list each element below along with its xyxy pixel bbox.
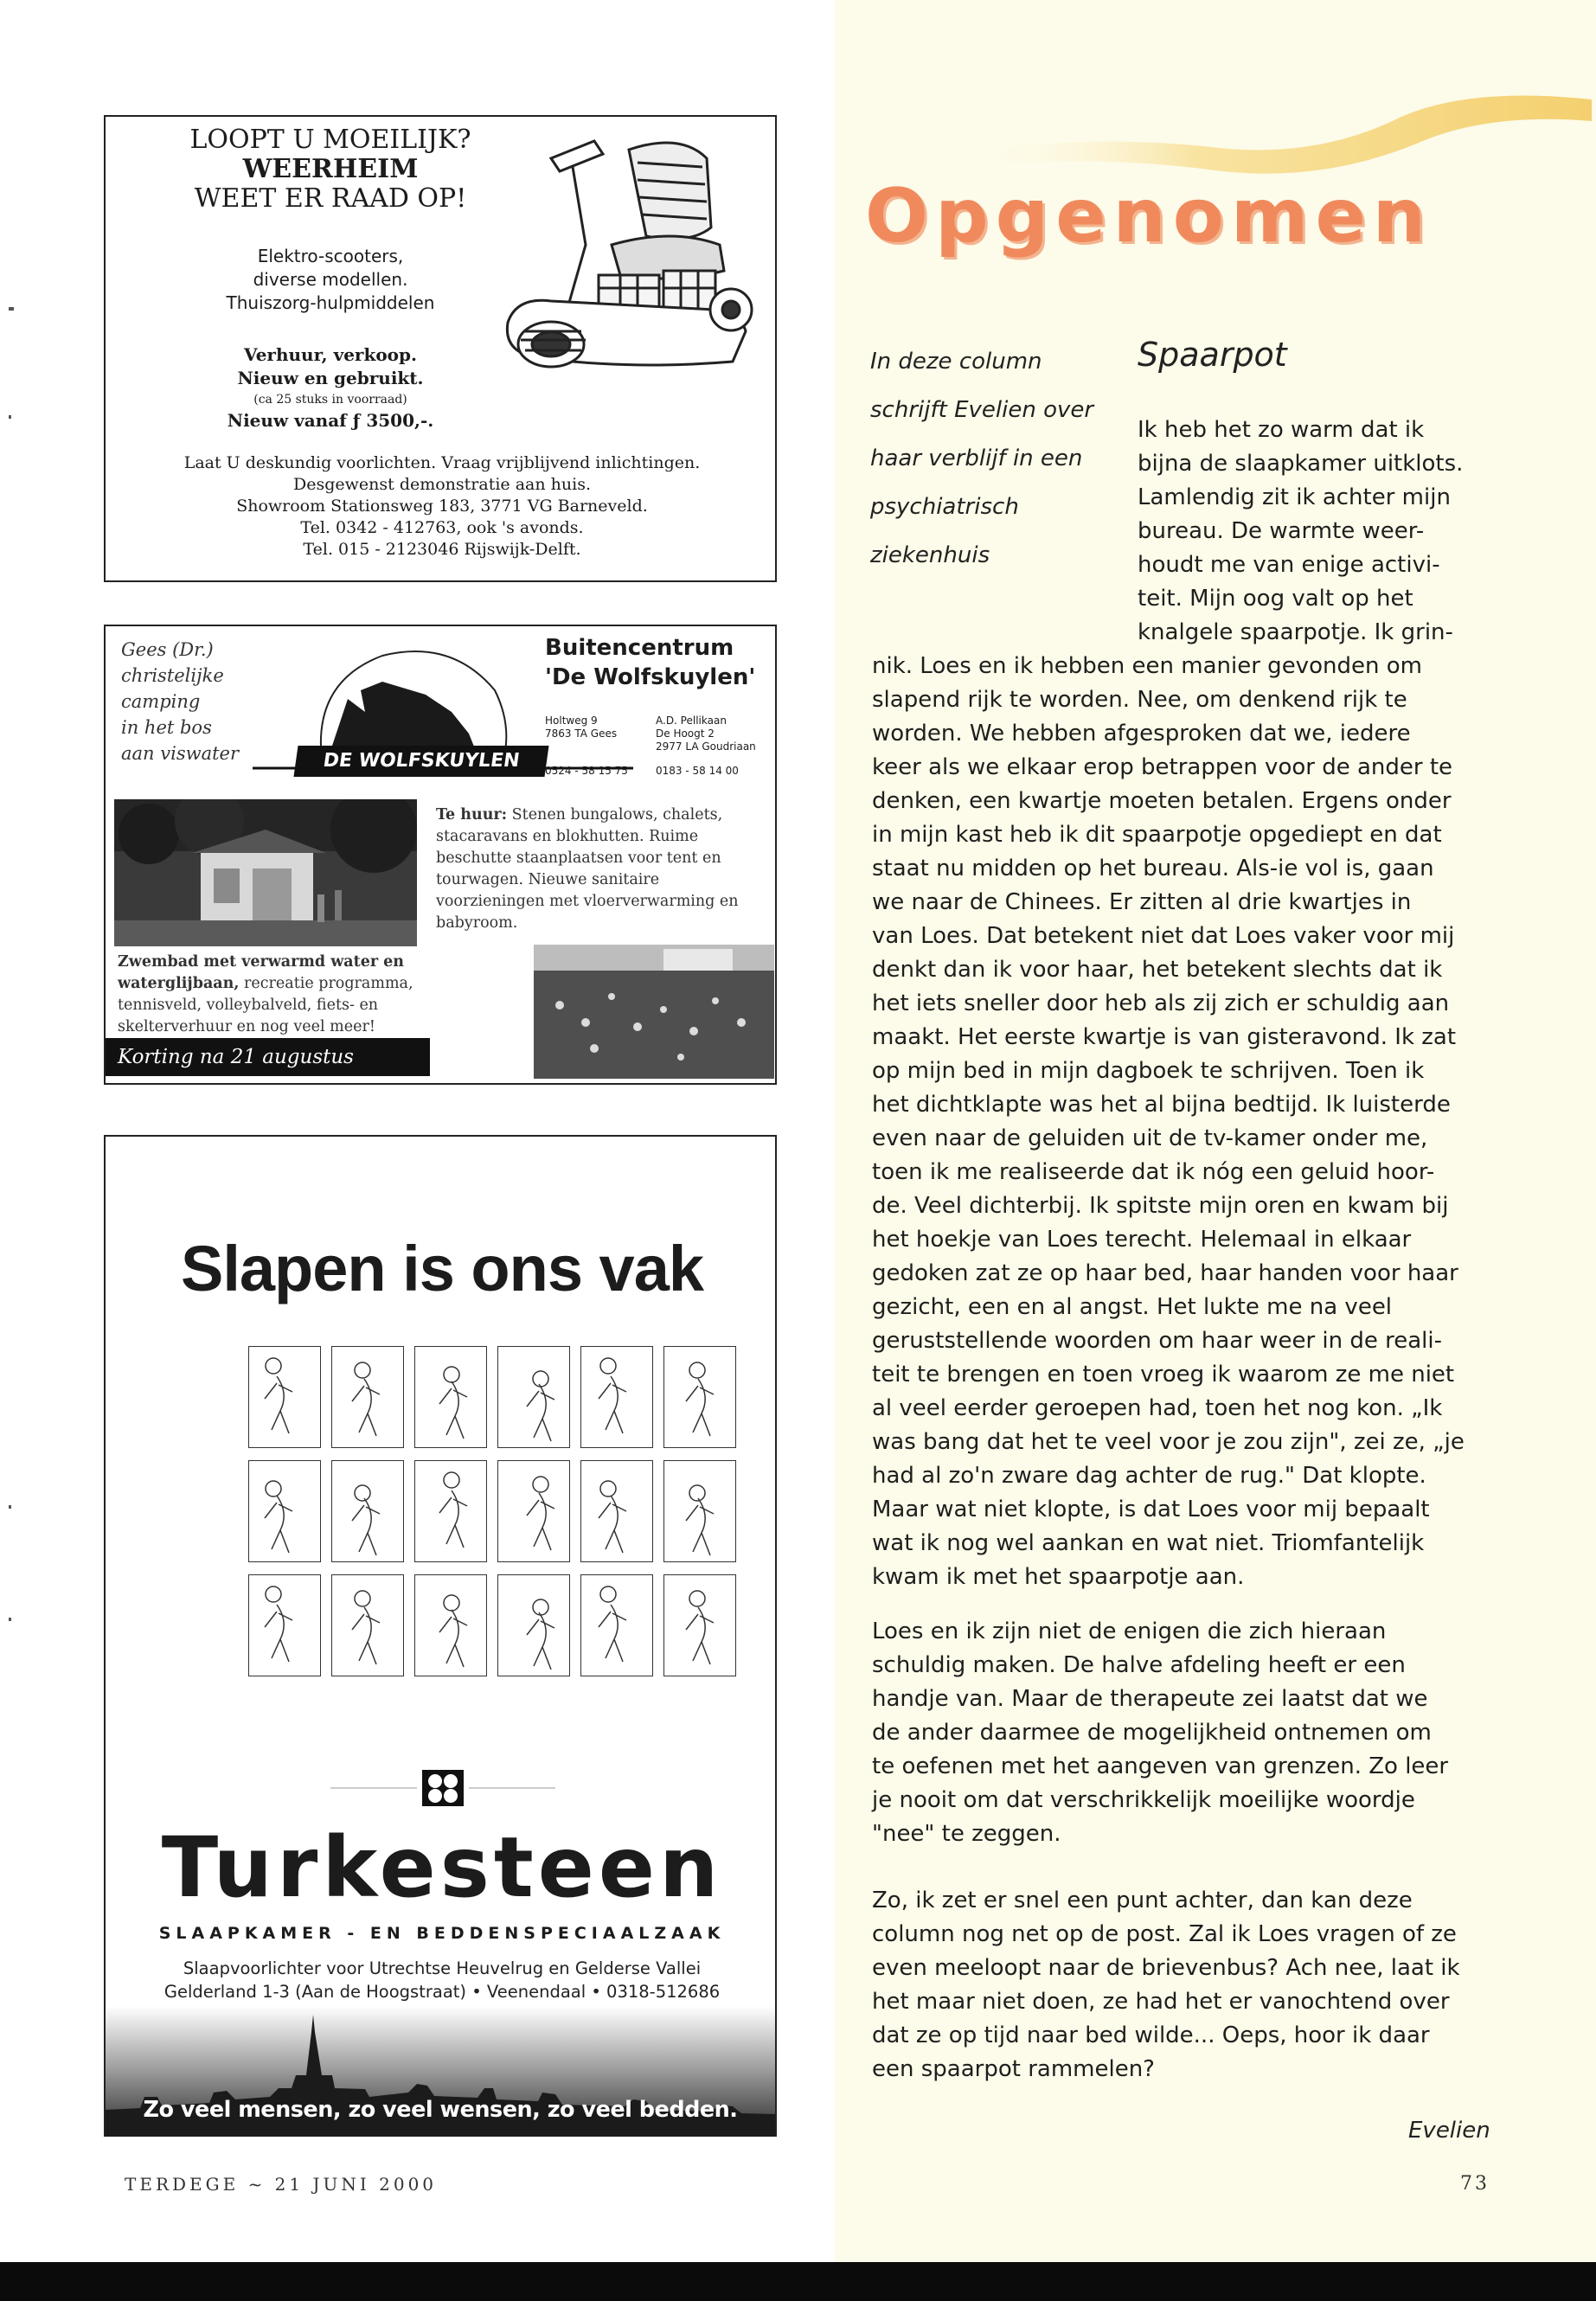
section-title: Opgenomen — [865, 173, 1433, 260]
bedding-advertisement — [104, 1135, 777, 2137]
article-line: in mijn kast heb ik dit spaarpotje opgediept en dat — [872, 822, 1442, 848]
article-line: het hoekje van Loes terecht. Helemaal in elkaar — [872, 1227, 1412, 1253]
article-line: even meeloopt naar de brievenbus? Ach nee, laat ik — [872, 1955, 1460, 1981]
footer-publication: TERDEGE ~ 21 JUNI 2000 — [125, 2174, 438, 2195]
article-line: dat ze op tijd naar bed wilde... Oeps, hoor ik daar — [872, 2022, 1430, 2048]
ad-info: Tel. 0342 - 412763, ook 's avonds. — [300, 518, 584, 537]
ad-info: Laat U deskundig voorlichten. Vraag vrijblijvend inlichtingen. — [183, 453, 701, 472]
article-line: worden. We hebben afgesproken dat we, iedere — [872, 721, 1411, 747]
article-line: Zo, ik zet er snel een punt achter, dan kan deze — [872, 1888, 1413, 1913]
article-line: de. Veel dichterbij. Ik spitste mijn oren en kwam bij — [872, 1193, 1449, 1219]
article-line: staat nu midden op het bureau. Als-ie vol is, gaan — [872, 856, 1434, 881]
sleep-position-figure — [497, 1574, 570, 1676]
sleep-position-figure — [580, 1460, 653, 1562]
sleep-position-figure — [580, 1346, 653, 1448]
sleep-position-figure — [497, 1460, 570, 1562]
article-signature: Evelien — [1408, 2118, 1490, 2144]
scooter-advertisement — [104, 115, 777, 582]
turkesteen-logo-mark — [330, 1766, 555, 1810]
brand-name: Turkesteen — [161, 1819, 723, 1916]
brand-info: Slaapvoorlichter voor Utrechtse Heuvelrug en Gelderse Vallei — [183, 1958, 702, 1978]
intro-line: schrijft Evelien over — [870, 397, 1094, 423]
camping-tagline: camping — [121, 691, 201, 712]
article-line: wat ik nog wel aankan en wat niet. Triomfantelijk — [872, 1530, 1425, 1556]
article-intro — [870, 337, 1112, 580]
camping-phone: 0183 - 58 14 00 — [656, 765, 739, 777]
sleep-position-figure — [248, 1574, 321, 1676]
article-line: Maar wat niet klopte, is dat Loes voor mij bepaalt — [872, 1497, 1430, 1522]
article-line: de ander daarmee de mogelijkheid ontnemen om — [872, 1720, 1432, 1746]
camping-address: 7863 TA Gees — [545, 727, 618, 740]
ad-headline: Slapen is ons vak — [180, 1233, 704, 1304]
sleep-position-figure — [414, 1460, 487, 1562]
article-line: te oefenen met het aangeven van grenzen. Zo leer — [872, 1753, 1449, 1779]
camping-tagline: christelijke — [121, 665, 224, 686]
pool-text: recreatie programma, tennisveld, volleybalveld, fiets- en skelterverhuur en nog veel meer! — [118, 975, 413, 1035]
ad-headline: LOOPT U MOEILIJK? — [189, 125, 471, 155]
intro-line: In deze column — [870, 349, 1042, 375]
ad-text: Thuiszorg-hulpmiddelen — [226, 292, 435, 313]
article-line: even naar de geluiden uit de tv-kamer onder me, — [872, 1125, 1428, 1151]
sleep-position-figure — [331, 1574, 404, 1676]
camping-advertisement — [104, 625, 777, 1085]
camping-address: Holtweg 9 — [545, 715, 598, 727]
ad-stock: (ca 25 stuks in voorraad) — [253, 393, 407, 407]
article-line: gezicht, een en al angst. Het lukte me na veel — [872, 1294, 1393, 1320]
camping-name: Buitencentrum — [545, 635, 734, 661]
ad-info: Desgewenst demonstratie aan huis. — [293, 475, 591, 494]
bottom-scan-edge — [0, 2262, 1596, 2301]
intro-line: haar verblijf in een — [870, 445, 1083, 471]
sleep-position-figure — [248, 1460, 321, 1562]
article-line: denkt dan ik voor haar, het betekent slechts dat ik — [872, 957, 1443, 983]
article-line: slapend rijk te worden. Nee, om denkend rijk te — [872, 687, 1407, 713]
article-line: Lamlendig zit ik achter mijn — [1138, 484, 1451, 510]
pool-photo — [534, 945, 774, 1079]
article-line: was bang dat het te veel voor je zou zijn", zei ze, „je — [872, 1429, 1465, 1455]
article-line: al veel eerder geroepen had, toen het nog kon. „Ik — [872, 1395, 1443, 1421]
article-line: schuldig maken. De halve afdeling heeft er een — [872, 1652, 1406, 1678]
article-line: maakt. Het eerste kwartje is van gisteravond. Ik zat — [872, 1024, 1457, 1050]
article-line: geruststellende woorden om haar weer in de reali- — [872, 1328, 1443, 1354]
margin-mark — [9, 307, 14, 311]
article-lead — [1138, 413, 1501, 650]
intro-line: psychiatrisch — [870, 494, 1019, 520]
article-line: een spaarpot rammelen? — [872, 2056, 1155, 2082]
page-number: 73 — [1460, 2173, 1490, 2195]
sleep-position-figure — [248, 1346, 321, 1448]
ad-info: Tel. 015 - 2123046 Rijswijk-Delft. — [303, 540, 581, 559]
rent-label: Te huur: — [436, 806, 508, 824]
article-paragraph — [872, 650, 1495, 1594]
bungalow-photo — [114, 799, 417, 946]
margin-mark — [9, 415, 11, 419]
sleep-position-figure — [497, 1346, 570, 1448]
sleep-position-figure — [663, 1574, 736, 1676]
rent-text: Stenen bungalows, chalets, stacaravans en blokhutten. Ruime beschutte staanplaatsen voor tent en tourwagen. Nieuwe sanitaire voorzieningen met vloerverwarming en babyroom. — [436, 806, 739, 932]
ad-info: Showroom Stationsweg 183, 3771 VG Barneveld. — [236, 497, 648, 516]
article-title: Spaarpot — [1138, 336, 1287, 374]
article-line: je nooit om dat verschrikkelijk moeilijke woordje — [872, 1787, 1415, 1813]
ad-slogan: Zo veel mensen, zo veel wensen, zo veel bedden. — [143, 2097, 738, 2123]
article-line: "nee" te zeggen. — [872, 1821, 1061, 1847]
camping-tagline: aan viswater — [121, 743, 239, 764]
article-line: had al zo'n zware dag achter de rug." Dat klopte. — [872, 1463, 1426, 1489]
sleep-position-figure — [331, 1460, 404, 1562]
article-line: teit. Mijn oog valt op het — [1138, 586, 1413, 612]
article-line: het iets sneller door heb als zij zich er schuldig aan — [872, 990, 1450, 1016]
article-line: knalgele spaarpotje. Ik grin- — [1138, 619, 1453, 645]
sleep-position-figure — [414, 1346, 487, 1448]
article-line: keer als we elkaar erop betrappen voor de ander te — [872, 754, 1453, 780]
article-line: het maar niet doen, ze had het er vanochtend over — [872, 1989, 1450, 2015]
article-line: op mijn bed in mijn dagboek te schrijven. Toen ik — [872, 1058, 1425, 1084]
article-paragraph — [872, 1615, 1495, 1851]
ad-brand: WEERHEIM — [242, 154, 419, 184]
sleep-positions-grid — [248, 1346, 736, 1676]
ad-offer: Verhuur, verkoop. — [244, 344, 417, 365]
article-line: van Loes. Dat betekent niet dat Loes vaker voor mij — [872, 923, 1455, 949]
article-line: kwam ik met het spaarpotje aan. — [872, 1564, 1245, 1590]
article-line: bureau. De warmte weer- — [1138, 518, 1425, 544]
sleep-position-figure — [331, 1346, 404, 1448]
article-line: houdt me van enige activi- — [1138, 552, 1440, 578]
camping-address: 2977 LA Goudriaan — [656, 740, 756, 753]
ad-headline: WEET ER RAAD OP! — [194, 183, 467, 214]
camping-tagline: in het bos — [121, 717, 212, 738]
article-paragraph — [872, 1884, 1495, 2086]
ad-text: diverse modellen. — [253, 269, 408, 290]
article-line: denken, een kwartje moeten betalen. Ergens onder — [872, 788, 1452, 814]
margin-mark — [9, 1505, 11, 1509]
brand-info: Gelderland 1-3 (Aan de Hoogstraat) • Veenendaal • 0318-512686 — [163, 1982, 721, 2002]
margin-mark — [9, 1618, 11, 1621]
article-line: gedoken zat ze op haar bed, haar handen voor haar — [872, 1260, 1458, 1286]
sleep-position-figure — [414, 1574, 487, 1676]
camping-phone: 0524 - 58 15 75 — [545, 765, 628, 777]
article-line: nik. Loes en ik hebben een manier gevonden om — [872, 653, 1422, 679]
sleep-position-figure — [580, 1574, 653, 1676]
article-line: handje van. Maar de therapeute zei laatst dat we — [872, 1686, 1428, 1712]
scooter-illustration — [499, 124, 759, 401]
article-line: Ik heb het zo warm dat ik — [1138, 417, 1425, 443]
ad-price: Nieuw vanaf ƒ 3500,-. — [227, 410, 434, 431]
ad-offer: Nieuw en gebruikt. — [237, 368, 424, 388]
camping-tagline: Gees (Dr.) — [121, 639, 214, 660]
article-line: Loes en ik zijn niet de enigen die zich hieraan — [872, 1618, 1387, 1644]
discount-banner: Korting na 21 augustus — [106, 1038, 430, 1076]
article-line: het dichtklapte was het al bijna bedtijd. Ik luisterde — [872, 1092, 1451, 1118]
article-line: column nog net op de post. Zal ik Loes vragen of ze — [872, 1921, 1457, 1947]
article-line: teit te brengen en toen vroeg ik waarom ze me niet — [872, 1362, 1455, 1388]
camping-address: De Hoogt 2 — [656, 727, 715, 740]
wolfskuylen-logo-text: DE WOLFSKUYLEN — [293, 746, 548, 777]
camping-address: A.D. Pellikaan — [656, 715, 727, 727]
article-line: we naar de Chinees. Er zitten al drie kwartjes in — [872, 889, 1412, 915]
sleep-position-figure — [663, 1460, 736, 1562]
article-line: bijna de slaapkamer uitklots. — [1138, 451, 1464, 477]
ad-text: Elektro-scooters, — [257, 246, 404, 266]
sleep-position-figure — [663, 1346, 736, 1448]
camping-name: 'De Wolfskuylen' — [545, 664, 756, 690]
brand-subtitle: SLAAPKAMER - EN BEDDENSPECIAALZAAK — [158, 1924, 726, 1943]
article-line: toen ik me realiseerde dat ik nóg een geluid hoor- — [872, 1159, 1435, 1185]
intro-line: ziekenhuis — [870, 542, 990, 568]
pool-highlight: Zwembad met verwarmd water en waterglijbaan, — [118, 953, 405, 992]
